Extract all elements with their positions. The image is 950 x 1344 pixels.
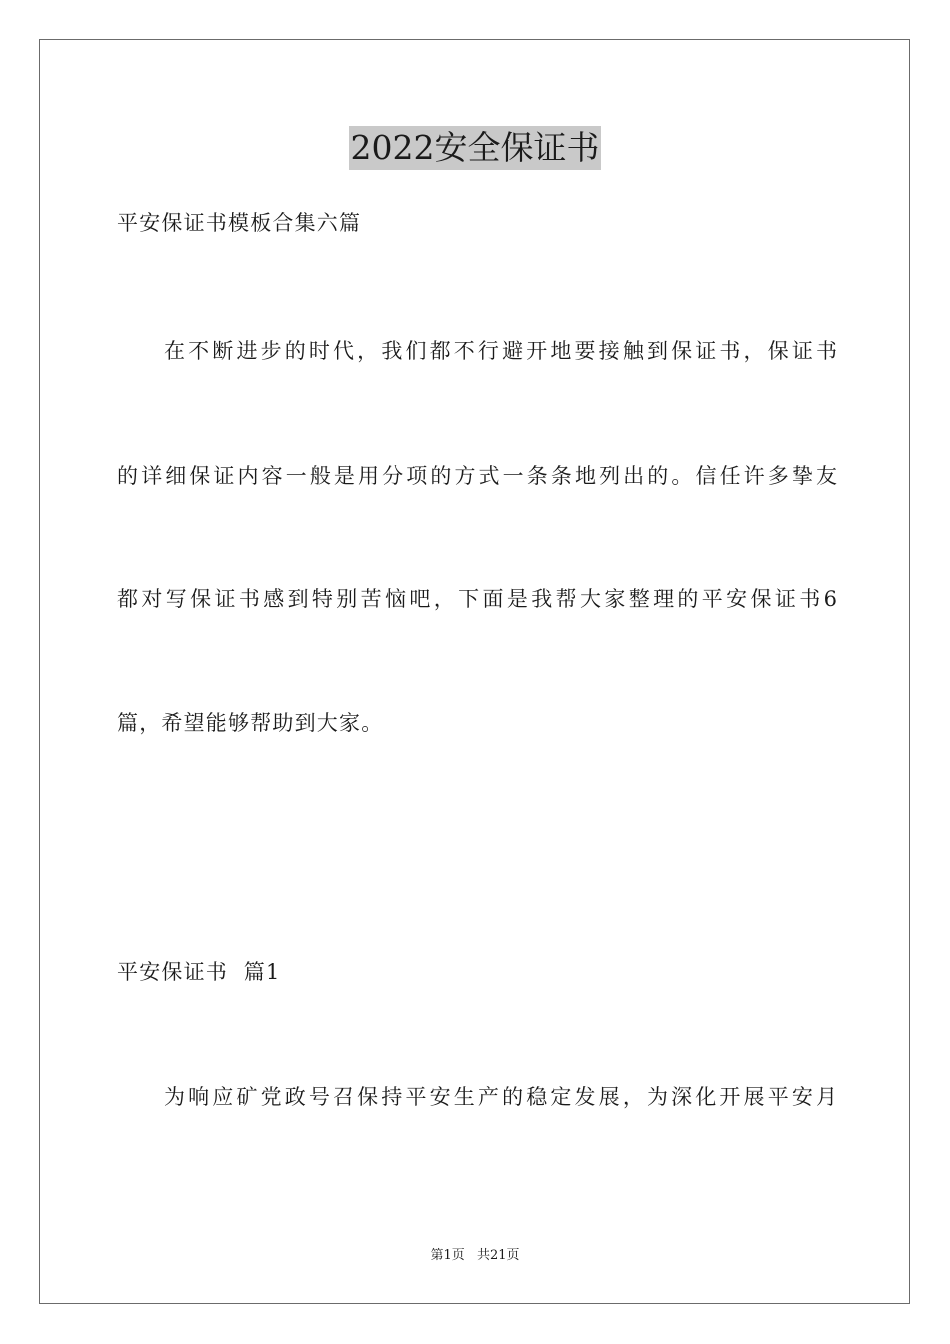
intro-line-1: 在不断进步的时代，我们都不行避开地要接触到保证书，保证书 [164, 339, 837, 363]
intro-line-2: 的详细保证内容一般是用分项的方式一条条地列出的。信任许多挚友 [117, 464, 837, 488]
intro-line-3: 都对写保证书感到特别苦恼吧，下面是我帮大家整理的平安保证书6 [117, 587, 837, 611]
section-line-1: 为响应矿党政号召保持平安生产的稳定发展，为深化开展平安月 [164, 1085, 837, 1109]
document-subtitle: 平安保证书模板合集六篇 [117, 211, 362, 235]
page-footer [0, 1247, 950, 1265]
page-total: 共21页 [476, 1248, 520, 1263]
section-heading: 平安保证书 篇1 [117, 960, 281, 984]
document-title-text: 2022安全保证书 [349, 126, 602, 170]
page-number: 第1页 [430, 1248, 465, 1263]
document-title [0, 126, 950, 170]
intro-line-4: 篇，希望能够帮助到大家。 [117, 711, 384, 735]
